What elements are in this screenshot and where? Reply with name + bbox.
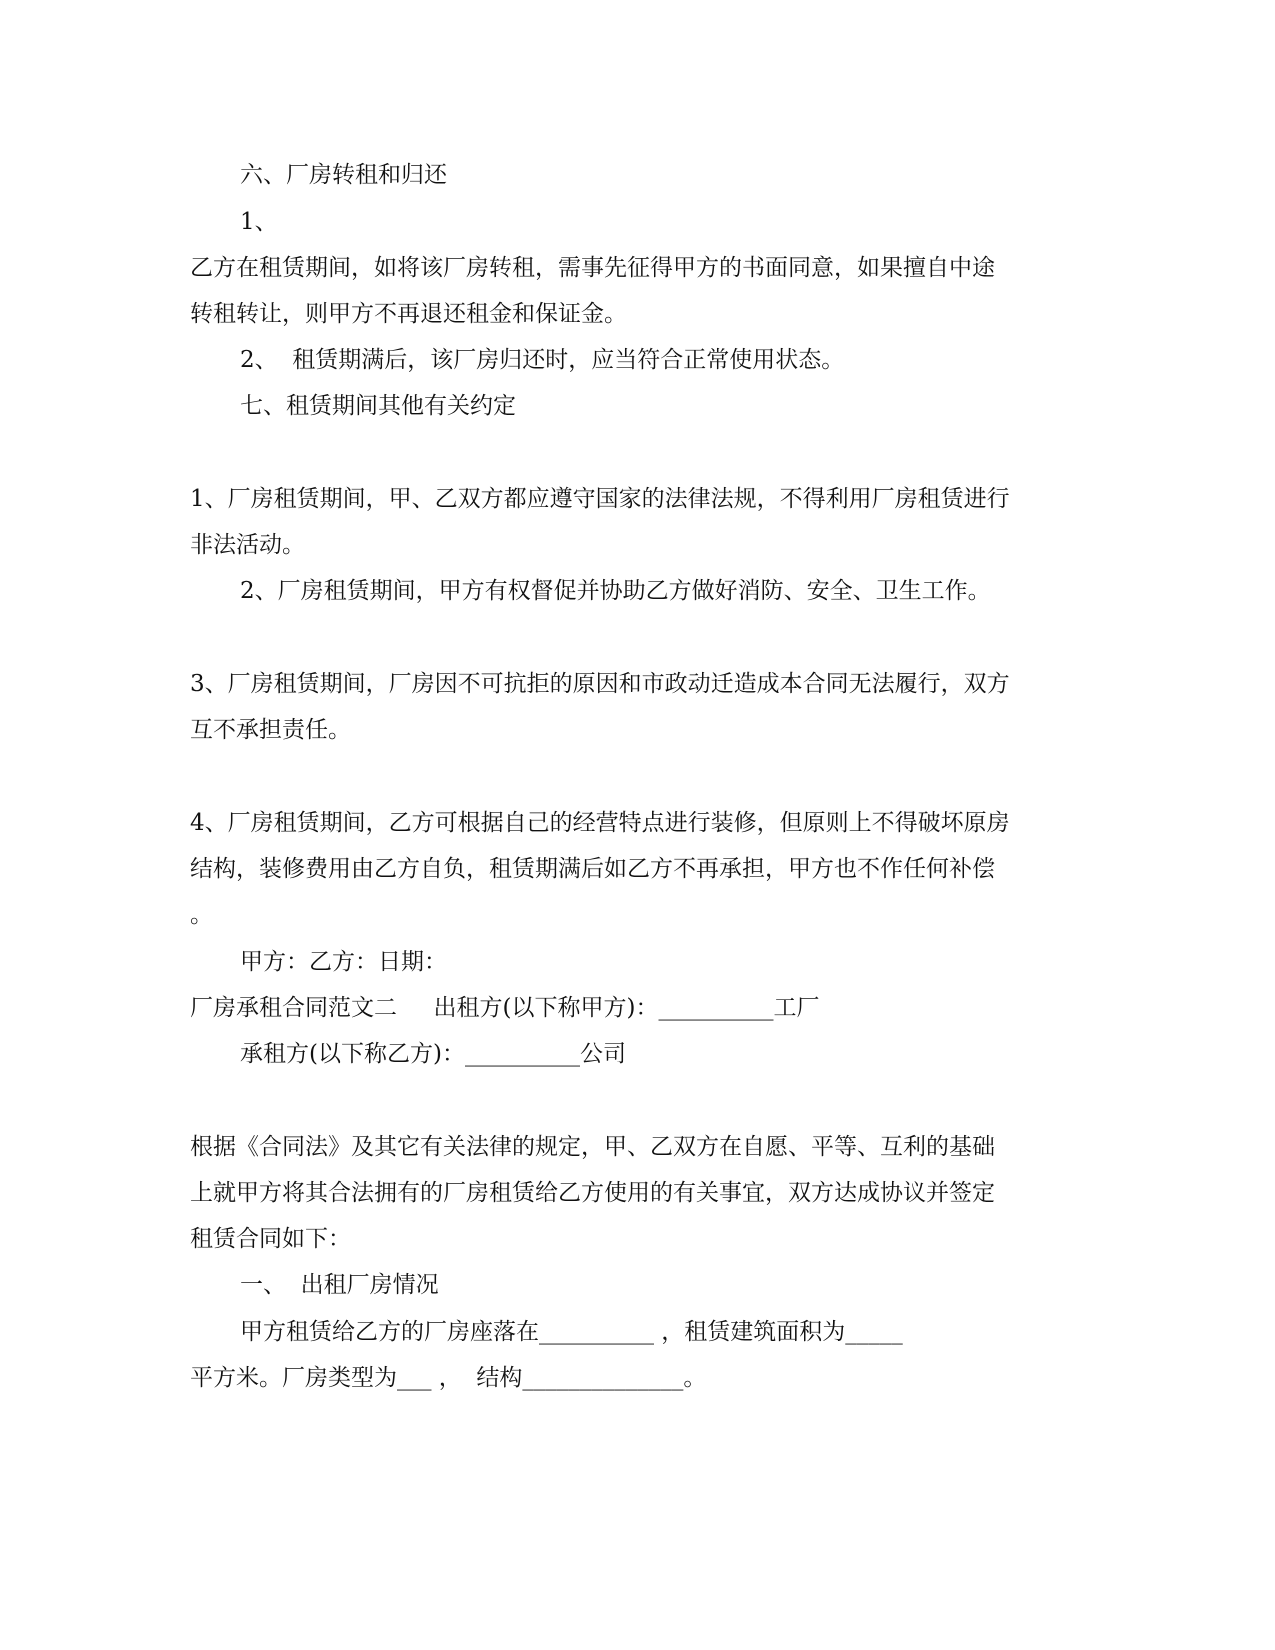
paragraph-line: 结构，装修费用由乙方自负，租赁期满后如乙方不再承担，甲方也不作任何补偿 bbox=[190, 856, 995, 882]
lessee-line: 承租方(以下称乙方)：__________公司 bbox=[240, 1041, 626, 1067]
contract-two-title-line: 厂房承租合同范文二 出租方(以下称甲方)：__________工厂 bbox=[190, 995, 820, 1021]
paragraph-line: 乙方在租赁期间，如将该厂房转租，需事先征得甲方的书面同意，如果擅自中途 bbox=[190, 255, 995, 281]
paragraph-line: 租赁合同如下： bbox=[190, 1226, 351, 1252]
signature-line: 甲方：乙方：日期： bbox=[240, 949, 447, 975]
paragraph-line: 。 bbox=[190, 902, 213, 928]
paragraph-line: 平方米。厂房类型为___ ， 结构______________。 bbox=[190, 1365, 707, 1391]
paragraph-line: 根据《合同法》及其它有关法律的规定，甲、乙双方在自愿、平等、互利的基础 bbox=[190, 1134, 995, 1160]
section-heading-sublease: 六、厂房转租和归还 bbox=[240, 162, 447, 188]
paragraph-line: 3、厂房租赁期间，厂房因不可抗拒的原因和市政动迁造成本合同无法履行，双方 bbox=[190, 671, 1010, 697]
section-heading-premises: 一、 出租厂房情况 bbox=[240, 1272, 439, 1298]
paragraph-line: 互不承担责任。 bbox=[190, 717, 351, 743]
paragraph-line: 1、厂房租赁期间，甲、乙双方都应遵守国家的法律法规，不得利用厂房租赁进行 bbox=[190, 486, 1010, 512]
paragraph-line: 2、 租赁期满后，该厂房归还时，应当符合正常使用状态。 bbox=[240, 347, 845, 373]
paragraph-line: 转租转让，则甲方不再退还租金和保证金。 bbox=[190, 301, 627, 327]
paragraph-line: 非法活动。 bbox=[190, 532, 305, 558]
item-number: 1、 bbox=[240, 209, 278, 235]
paragraph-line: 2、厂房租赁期间，甲方有权督促并协助乙方做好消防、安全、卫生工作。 bbox=[240, 578, 991, 604]
paragraph-line: 甲方租赁给乙方的厂房座落在__________ ，租赁建筑面积为_____ bbox=[240, 1319, 903, 1345]
paragraph-line: 4、厂房租赁期间，乙方可根据自己的经营特点进行装修，但原则上不得破坏原房 bbox=[190, 810, 1010, 836]
section-heading-other-terms: 七、租赁期间其他有关约定 bbox=[240, 393, 516, 419]
paragraph-line: 上就甲方将其合法拥有的厂房租赁给乙方使用的有关事宜，双方达成协议并签定 bbox=[190, 1180, 995, 1206]
